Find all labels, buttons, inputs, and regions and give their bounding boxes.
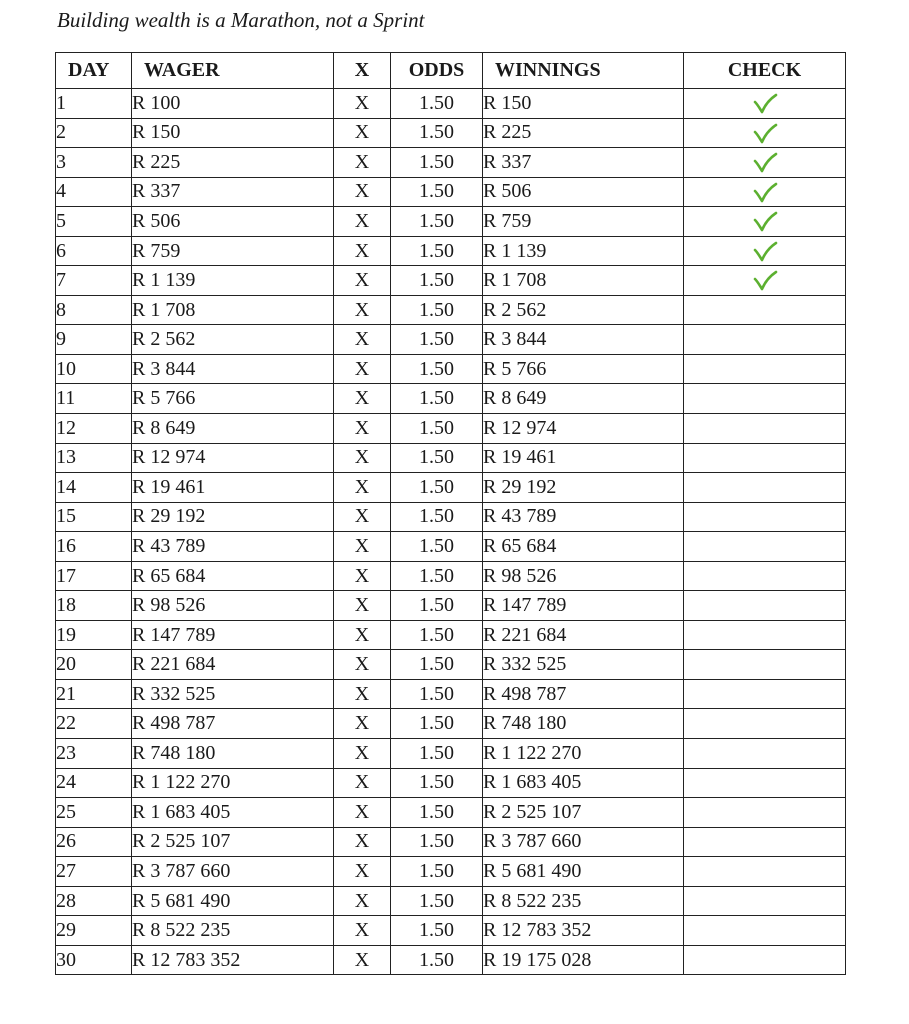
cell-day: 30	[56, 945, 132, 975]
cell-odds: 1.50	[391, 739, 483, 769]
cell-winnings: R 337	[483, 148, 684, 178]
cell-wager: R 65 684	[132, 561, 334, 591]
cell-x: X	[334, 266, 391, 296]
cell-x: X	[334, 502, 391, 532]
cell-check	[684, 827, 846, 857]
table-row	[56, 679, 846, 709]
cell-wager: R 12 783 352	[132, 945, 334, 975]
cell-check	[684, 89, 846, 119]
table-row	[56, 207, 846, 237]
cell-check	[684, 620, 846, 650]
table-row	[56, 620, 846, 650]
checkmark-icon	[752, 241, 778, 263]
cell-odds: 1.50	[391, 325, 483, 355]
cell-odds: 1.50	[391, 384, 483, 414]
table-row	[56, 798, 846, 828]
cell-odds: 1.50	[391, 118, 483, 148]
cell-odds: 1.50	[391, 148, 483, 178]
cell-winnings: R 5 681 490	[483, 857, 684, 887]
cell-odds: 1.50	[391, 236, 483, 266]
cell-x: X	[334, 739, 391, 769]
cell-wager: R 337	[132, 177, 334, 207]
cell-day: 19	[56, 620, 132, 650]
cell-winnings: R 2 525 107	[483, 798, 684, 828]
cell-x: X	[334, 679, 391, 709]
cell-winnings: R 8 522 235	[483, 886, 684, 916]
cell-day: 16	[56, 532, 132, 562]
cell-wager: R 332 525	[132, 679, 334, 709]
checkmark-icon	[752, 182, 778, 204]
cell-winnings: R 1 122 270	[483, 739, 684, 769]
cell-odds: 1.50	[391, 473, 483, 503]
cell-wager: R 12 974	[132, 443, 334, 473]
cell-x: X	[334, 620, 391, 650]
cell-day: 4	[56, 177, 132, 207]
cell-x: X	[334, 945, 391, 975]
cell-x: X	[334, 207, 391, 237]
cell-winnings: R 748 180	[483, 709, 684, 739]
cell-winnings: R 29 192	[483, 473, 684, 503]
cell-day: 3	[56, 148, 132, 178]
cell-winnings: R 498 787	[483, 679, 684, 709]
cell-odds: 1.50	[391, 89, 483, 119]
cell-x: X	[334, 532, 391, 562]
cell-check	[684, 118, 846, 148]
cell-x: X	[334, 857, 391, 887]
header-odds: ODDS	[391, 53, 483, 89]
cell-odds: 1.50	[391, 768, 483, 798]
cell-check	[684, 945, 846, 975]
cell-wager: R 2 525 107	[132, 827, 334, 857]
cell-x: X	[334, 709, 391, 739]
cell-odds: 1.50	[391, 857, 483, 887]
cell-wager: R 3 844	[132, 354, 334, 384]
cell-check	[684, 384, 846, 414]
cell-x: X	[334, 561, 391, 591]
cell-wager: R 221 684	[132, 650, 334, 680]
cell-x: X	[334, 148, 391, 178]
cell-check	[684, 532, 846, 562]
table-row	[56, 502, 846, 532]
cell-wager: R 150	[132, 118, 334, 148]
table-row	[56, 945, 846, 975]
cell-check	[684, 295, 846, 325]
cell-winnings: R 150	[483, 89, 684, 119]
cell-wager: R 2 562	[132, 325, 334, 355]
cell-winnings: R 8 649	[483, 384, 684, 414]
cell-odds: 1.50	[391, 620, 483, 650]
cell-check	[684, 857, 846, 887]
cell-wager: R 1 708	[132, 295, 334, 325]
cell-check	[684, 739, 846, 769]
cell-wager: R 3 787 660	[132, 857, 334, 887]
table-row	[56, 709, 846, 739]
cell-check	[684, 236, 846, 266]
cell-odds: 1.50	[391, 532, 483, 562]
cell-day: 29	[56, 916, 132, 946]
cell-odds: 1.50	[391, 207, 483, 237]
cell-winnings: R 19 175 028	[483, 945, 684, 975]
table-row	[56, 325, 846, 355]
cell-x: X	[334, 354, 391, 384]
cell-wager: R 98 526	[132, 591, 334, 621]
table-row	[56, 532, 846, 562]
cell-day: 5	[56, 207, 132, 237]
page-title: Building wealth is a Marathon, not a Sprint	[57, 8, 425, 32]
cell-x: X	[334, 768, 391, 798]
cell-winnings: R 5 766	[483, 354, 684, 384]
cell-check	[684, 768, 846, 798]
table-row	[56, 473, 846, 503]
cell-check	[684, 591, 846, 621]
table-row	[56, 916, 846, 946]
cell-day: 6	[56, 236, 132, 266]
cell-odds: 1.50	[391, 414, 483, 444]
cell-odds: 1.50	[391, 916, 483, 946]
cell-winnings: R 759	[483, 207, 684, 237]
cell-wager: R 43 789	[132, 532, 334, 562]
cell-day: 1	[56, 89, 132, 119]
cell-check	[684, 502, 846, 532]
checkmark-icon	[752, 152, 778, 174]
table-row	[56, 443, 846, 473]
cell-wager: R 748 180	[132, 739, 334, 769]
cell-day: 7	[56, 266, 132, 296]
cell-x: X	[334, 295, 391, 325]
cell-wager: R 29 192	[132, 502, 334, 532]
cell-x: X	[334, 443, 391, 473]
cell-winnings: R 1 139	[483, 236, 684, 266]
cell-day: 25	[56, 798, 132, 828]
table-row	[56, 354, 846, 384]
cell-odds: 1.50	[391, 886, 483, 916]
cell-day: 12	[56, 414, 132, 444]
table-row	[56, 857, 846, 887]
cell-winnings: R 221 684	[483, 620, 684, 650]
cell-check	[684, 325, 846, 355]
cell-x: X	[334, 177, 391, 207]
cell-odds: 1.50	[391, 502, 483, 532]
table-row	[56, 148, 846, 178]
table-row	[56, 827, 846, 857]
cell-odds: 1.50	[391, 177, 483, 207]
cell-check	[684, 148, 846, 178]
cell-check	[684, 798, 846, 828]
cell-day: 8	[56, 295, 132, 325]
cell-day: 11	[56, 384, 132, 414]
table-row	[56, 414, 846, 444]
cell-wager: R 506	[132, 207, 334, 237]
cell-wager: R 225	[132, 148, 334, 178]
cell-check	[684, 650, 846, 680]
checkmark-icon	[752, 270, 778, 292]
cell-winnings: R 2 562	[483, 295, 684, 325]
cell-wager: R 759	[132, 236, 334, 266]
cell-winnings: R 147 789	[483, 591, 684, 621]
wager-table	[55, 52, 846, 975]
cell-winnings: R 12 783 352	[483, 916, 684, 946]
cell-check	[684, 354, 846, 384]
cell-odds: 1.50	[391, 945, 483, 975]
cell-check	[684, 679, 846, 709]
cell-x: X	[334, 325, 391, 355]
table-row	[56, 739, 846, 769]
cell-odds: 1.50	[391, 709, 483, 739]
cell-odds: 1.50	[391, 650, 483, 680]
cell-wager: R 8 649	[132, 414, 334, 444]
header-x: X	[334, 53, 391, 89]
header-day: DAY	[56, 53, 132, 89]
cell-day: 14	[56, 473, 132, 503]
header-wager: WAGER	[132, 53, 334, 89]
cell-day: 10	[56, 354, 132, 384]
cell-winnings: R 19 461	[483, 443, 684, 473]
cell-winnings: R 12 974	[483, 414, 684, 444]
table-row	[56, 89, 846, 119]
table-body	[56, 89, 846, 975]
cell-check	[684, 266, 846, 296]
cell-day: 23	[56, 739, 132, 769]
cell-check	[684, 886, 846, 916]
cell-day: 13	[56, 443, 132, 473]
cell-x: X	[334, 89, 391, 119]
cell-odds: 1.50	[391, 827, 483, 857]
cell-day: 21	[56, 679, 132, 709]
cell-winnings: R 225	[483, 118, 684, 148]
cell-winnings: R 65 684	[483, 532, 684, 562]
table-row	[56, 266, 846, 296]
header-winnings: WINNINGS	[483, 53, 684, 89]
cell-check	[684, 207, 846, 237]
cell-odds: 1.50	[391, 295, 483, 325]
cell-wager: R 100	[132, 89, 334, 119]
cell-winnings: R 3 844	[483, 325, 684, 355]
cell-x: X	[334, 650, 391, 680]
cell-winnings: R 1 683 405	[483, 768, 684, 798]
cell-odds: 1.50	[391, 591, 483, 621]
cell-day: 18	[56, 591, 132, 621]
cell-check	[684, 473, 846, 503]
cell-wager: R 498 787	[132, 709, 334, 739]
table-row	[56, 886, 846, 916]
cell-odds: 1.50	[391, 443, 483, 473]
cell-day: 9	[56, 325, 132, 355]
cell-winnings: R 332 525	[483, 650, 684, 680]
table-row	[56, 768, 846, 798]
cell-x: X	[334, 473, 391, 503]
cell-day: 27	[56, 857, 132, 887]
cell-winnings: R 3 787 660	[483, 827, 684, 857]
checkmark-icon	[752, 93, 778, 115]
cell-odds: 1.50	[391, 679, 483, 709]
cell-wager: R 147 789	[132, 620, 334, 650]
table-row	[56, 650, 846, 680]
table-row	[56, 561, 846, 591]
cell-wager: R 5 681 490	[132, 886, 334, 916]
cell-day: 22	[56, 709, 132, 739]
cell-wager: R 5 766	[132, 384, 334, 414]
cell-x: X	[334, 414, 391, 444]
cell-wager: R 1 139	[132, 266, 334, 296]
cell-x: X	[334, 384, 391, 414]
table-row	[56, 236, 846, 266]
cell-check	[684, 709, 846, 739]
table-header-row	[56, 53, 846, 89]
cell-odds: 1.50	[391, 266, 483, 296]
cell-check	[684, 414, 846, 444]
cell-check	[684, 561, 846, 591]
header-check: CHECK	[684, 53, 846, 89]
cell-day: 26	[56, 827, 132, 857]
cell-wager: R 19 461	[132, 473, 334, 503]
cell-x: X	[334, 236, 391, 266]
cell-odds: 1.50	[391, 561, 483, 591]
cell-x: X	[334, 886, 391, 916]
cell-wager: R 1 683 405	[132, 798, 334, 828]
cell-odds: 1.50	[391, 798, 483, 828]
cell-day: 15	[56, 502, 132, 532]
cell-x: X	[334, 798, 391, 828]
table-row	[56, 591, 846, 621]
table-row	[56, 177, 846, 207]
cell-check	[684, 443, 846, 473]
cell-x: X	[334, 827, 391, 857]
table-row	[56, 384, 846, 414]
cell-winnings: R 506	[483, 177, 684, 207]
table-row	[56, 118, 846, 148]
cell-x: X	[334, 591, 391, 621]
table-row	[56, 295, 846, 325]
cell-day: 28	[56, 886, 132, 916]
cell-day: 20	[56, 650, 132, 680]
cell-winnings: R 43 789	[483, 502, 684, 532]
cell-day: 17	[56, 561, 132, 591]
checkmark-icon	[752, 123, 778, 145]
cell-odds: 1.50	[391, 354, 483, 384]
cell-x: X	[334, 916, 391, 946]
cell-check	[684, 916, 846, 946]
cell-day: 24	[56, 768, 132, 798]
cell-check	[684, 177, 846, 207]
cell-day: 2	[56, 118, 132, 148]
cell-wager: R 1 122 270	[132, 768, 334, 798]
cell-winnings: R 1 708	[483, 266, 684, 296]
cell-x: X	[334, 118, 391, 148]
cell-wager: R 8 522 235	[132, 916, 334, 946]
checkmark-icon	[752, 211, 778, 233]
cell-winnings: R 98 526	[483, 561, 684, 591]
